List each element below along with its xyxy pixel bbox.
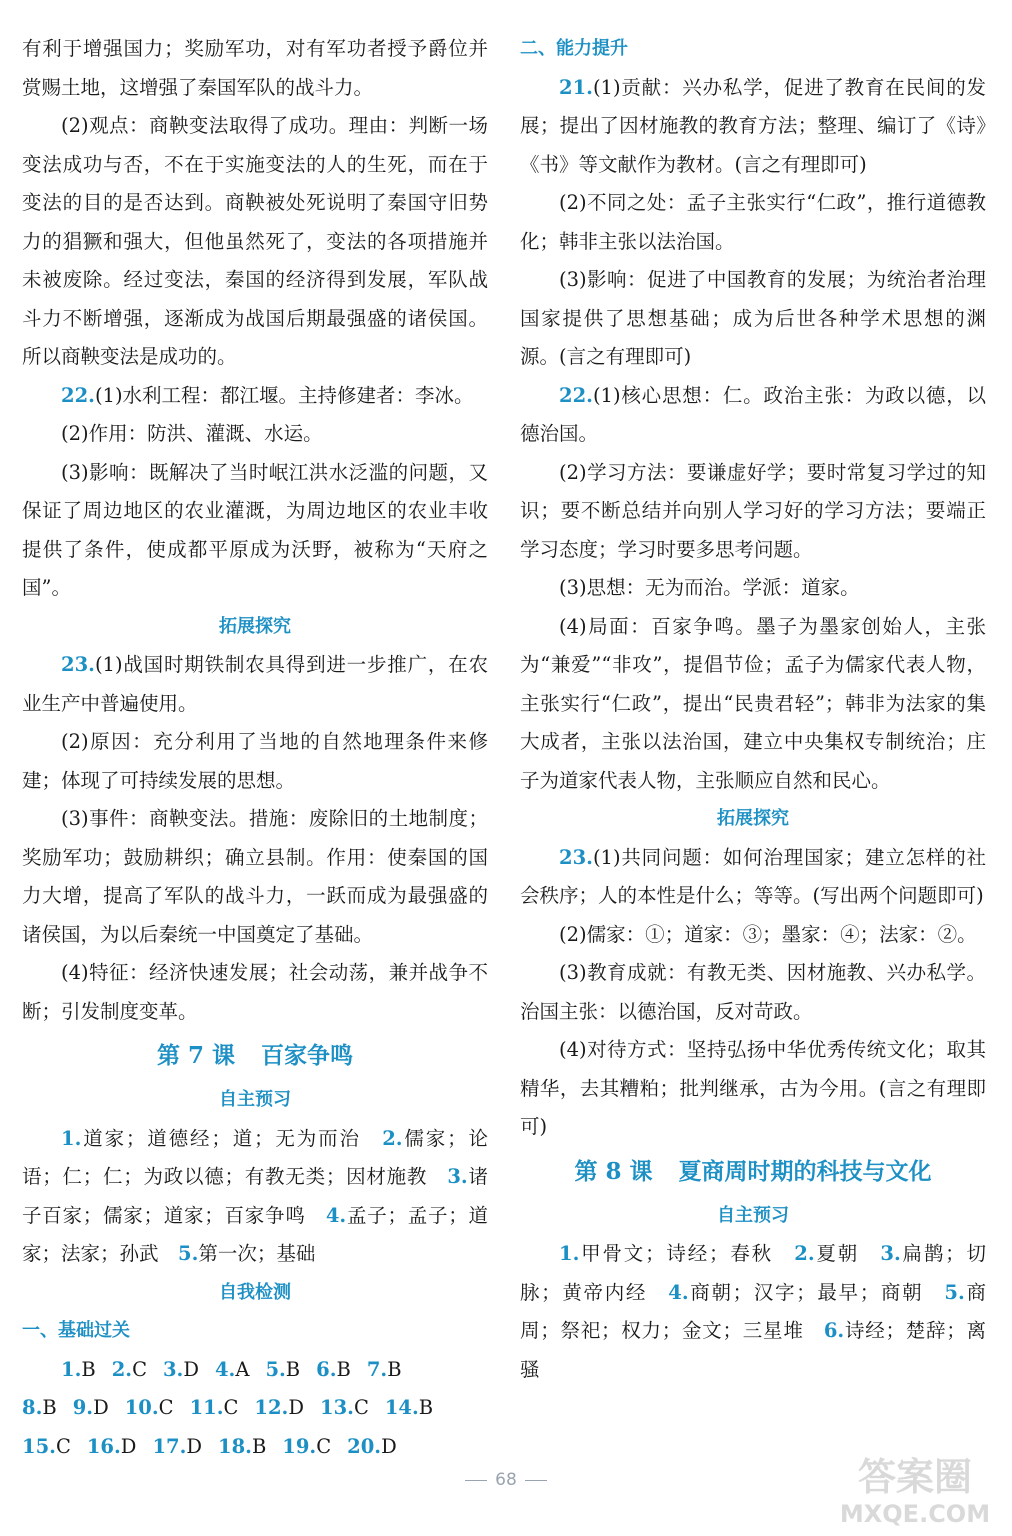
mc-item [152,1428,202,1467]
mc-answer: D [186,1434,203,1458]
mc-item [347,1428,397,1467]
answer-22-2: (2)学习方法：要谦虚好学；要时常复习学过的知识；要不断总结并向别人学习好的学习方法；要端正学习态度；学习时要多思考问题。 [520,460,986,561]
section-heading-jichu: 一、基础过关 [22,1320,130,1341]
mc-row [22,1389,488,1428]
item-number: 5. [944,1280,965,1304]
mc-number: 17. [152,1434,187,1458]
paragraph: (2)观点：商鞅变法取得了成功。理由：判断一场变法成功与否，不在于实施变法的人的生死，而在于变法的目的是否达到。商鞅被处死说明了秦国守旧势力的猖獗和强大，但他虽然死了，变法的各项措施并未被废除。经过变法，秦国的经济得到发展，军队战斗力不断增强，逐渐成为战国后期最强盛的诸侯国。所以商鞅变法是成功的。 [22,114,488,368]
mc-answer: D [288,1396,304,1419]
section-heading-tuozhan: 拓展探究 [219,615,291,637]
answer-text: (1)贡献：兴办私学，促进了教育在民间的发展；提出了因材施教的教育方法；整理、编订了《诗》《书》等文献作为教材。(言之有理即可) [520,75,986,176]
mc-answer: D [120,1434,137,1458]
answer-23-4: (4)特征：经济快速发展；社会动荡，兼并战争不断；引发制度变革。 [22,961,488,1023]
mc-number: 3. [162,1357,184,1381]
mc-number: 13. [320,1396,354,1419]
answer-text: (1)共同问题：如何治理国家；建立怎样的社会秩序；人的本性是什么；等等。(写出两个问题即可) [520,845,986,907]
left-column [22,30,488,1466]
mc-number: 15. [22,1434,56,1458]
answer-21-3: (3)影响：促进了中国教育的发展；为统治者治理国家提供了思想基础；成为后世各种学术思想的渊源。(言之有理即可) [520,268,986,368]
item-number: 3. [447,1165,468,1188]
answer-22-3: (3)影响：既解决了当时岷江洪水泛滥的问题，又保证了周边地区的农业灌溉，为周边地区的农业丰收提供了条件，使成都平原成为沃野，被称为“天府之国”。 [22,460,488,599]
item-text: 商周；祭祀；权力；金文；三星堆 [520,1280,986,1342]
mc-answer: B [81,1357,96,1381]
preview-answers [22,1120,488,1274]
mc-answer: B [285,1357,301,1381]
question-number: 22. [559,383,593,407]
item-number: 4. [668,1280,689,1304]
mc-answer: B [336,1357,351,1381]
mc-answer: B [42,1396,57,1419]
answer-22-1 [520,377,986,454]
mc-item [385,1389,433,1428]
mc-item [316,1351,351,1390]
item-text: 商朝；汉字；最早；商朝 [688,1280,945,1304]
mc-number: 8. [22,1396,43,1419]
mc-item [61,1351,96,1390]
lesson-name: 百家争鸣 [261,1042,354,1069]
mc-item [112,1351,147,1390]
lesson-number: 第 8 课 [574,1157,653,1185]
mc-answer: C [158,1396,174,1419]
item-number: 3. [880,1242,901,1265]
lesson-name: 夏商周时期的科技与文化 [678,1157,932,1185]
item-number: 6. [823,1319,845,1342]
mc-number: 16. [86,1434,121,1458]
mc-number: 5. [265,1357,286,1381]
mc-item [125,1389,174,1428]
mc-item [22,1428,71,1467]
item-text: 诗经；楚辞；离骚 [520,1319,986,1381]
item-text: 道家；道德经；道；无为而治 [81,1126,383,1150]
item-number: 1. [559,1242,580,1265]
answer-23-1 [520,839,986,916]
section-heading-nengli: 二、能力提升 [520,38,628,59]
mc-answer: B [251,1434,267,1458]
mc-item [73,1389,109,1428]
mc-row [22,1351,488,1390]
mc-number: 6. [316,1357,337,1381]
question-number: 23. [559,845,593,869]
mc-number: 10. [124,1396,159,1419]
item-number: 4. [325,1203,347,1227]
preview-answers [520,1235,986,1389]
section-heading-zizhu: 自主预习 [219,1089,291,1110]
mc-number: 4. [214,1357,236,1381]
lesson-8-title [520,1149,986,1195]
item-number: 2. [794,1242,815,1265]
answer-23-2: (2)儒家：①；道家：③；墨家：④；法家：②。 [559,922,977,946]
mc-item [215,1351,249,1390]
item-text: 儒家；论语；仁；仁；为政以德；有教无类；因材施教 [22,1126,488,1188]
mc-number: 1. [61,1357,82,1381]
mc-number: 11. [189,1396,224,1419]
answer-text: (1)战国时期铁制农具得到进一步推广，在农业生产中普遍使用。 [22,653,488,715]
mc-item [22,1389,57,1428]
right-column [520,30,986,1389]
paragraph: 有利于增强国力；奖励军功，对有军功者授予爵位并赏赐土地，这增强了秦国军队的战斗力。 [22,37,488,99]
mc-answer: C [132,1357,147,1381]
mc-answer: D [381,1434,397,1458]
question-number: 22. [61,383,95,407]
mc-answer: C [316,1434,332,1458]
question-number: 23. [61,653,95,676]
item-text: 第一次；基础 [198,1242,316,1265]
mc-item [265,1351,300,1390]
mc-row [22,1428,488,1467]
item-text: 夏朝 [814,1242,881,1265]
section-heading-tuozhan: 拓展探究 [717,808,789,829]
mc-answer: A [235,1357,250,1381]
mc-item [320,1389,369,1428]
item-text: 诸子百家；儒家；道家；百家争鸣 [22,1165,488,1227]
answer-21-1 [520,69,986,185]
answer-22-3: (3)思想：无为而治。学派：道家。 [559,576,860,599]
mc-answer: C [55,1434,71,1458]
section-heading-zizhu: 自主预习 [717,1204,789,1226]
answer-text: (1)水利工程：都江堰。主持修建者：李冰。 [94,383,474,407]
mc-number: 7. [366,1357,388,1381]
mc-item [254,1389,304,1428]
answer-23-4: (4)对待方式：坚持弘扬中华优秀传统文化；取其精华，去其糟粕；批判继承，古为今用。(言之有理即可) [520,1038,986,1138]
answer-23-2: (2)原因：充分利用了当地的自然地理条件来修建；体现了可持续发展的思想。 [22,730,488,792]
mc-item [218,1428,266,1467]
mc-number: 12. [254,1396,289,1419]
mc-number: 14. [384,1396,419,1419]
answer-22-2: (2)作用：防洪、灌溉、水运。 [61,422,323,445]
answer-22-4: (4)局面：百家争鸣。墨子为墨家创始人，主张为“兼爱”“非攻”，提倡节俭；孟子为儒家代表人物，主张实行“仁政”，提出“民贵君轻”；韩非为法家的集大成者，主张以法治国，建立中央集权专制统治；庄子为道家代表人物，主张顺应自然和民心。 [520,614,986,792]
question-number: 21. [559,75,593,99]
mc-answer: D [93,1396,109,1419]
item-number: 2. [382,1126,403,1150]
answer-23-1 [22,646,488,723]
multiple-choice-answers [22,1351,488,1467]
watermark-logo [826,1446,1004,1530]
mc-number: 19. [282,1434,317,1458]
answer-23-3: (3)教育成就：有教无类、因材施教、兴办私学。治国主张：以德治国，反对苛政。 [520,961,986,1023]
mc-answer: C [353,1396,369,1419]
item-text: 甲骨文；诗经；春秋 [579,1242,795,1265]
watermark-text-en: MXQE.COM [839,1500,991,1528]
mc-item [87,1428,137,1467]
mc-answer: C [223,1396,239,1419]
mc-answer: B [418,1396,434,1419]
answer-23-3: (3)事件：商鞅变法。措施：废除旧的土地制度；奖励军功；鼓励耕织；确立县制。作用：使秦国的国力大增，提高了军队的战斗力，一跃而成为最强盛的诸侯国，为以后秦统一中国奠定了基础。 [22,807,488,946]
item-number: 5. [178,1242,199,1265]
watermark-text-cn: 答案圈 [857,1455,973,1499]
section-heading-zijian: 自我检测 [219,1281,291,1303]
mc-number: 2. [111,1357,133,1381]
mc-item [282,1428,331,1467]
mc-item [367,1351,402,1390]
page-number: 68 [495,1470,517,1490]
answer-21-2: (2)不同之处：孟子主张实行“仁政”，推行道德教化；韩非主张以法治国。 [520,191,986,253]
mc-item [190,1389,239,1428]
mc-number: 20. [347,1434,382,1458]
mc-answer: B [387,1357,402,1381]
answer-text: (1)核心思想：仁。政治主张：为政以德，以德治国。 [520,383,986,445]
item-number: 1. [61,1126,82,1150]
lesson-7-title [22,1033,488,1079]
answer-22-1 [22,377,488,416]
lesson-number: 第 7 课 [156,1042,236,1069]
item-text: 扁鹊；切脉；黄帝内经 [520,1242,986,1304]
mc-number: 9. [72,1396,94,1419]
mc-item [163,1351,199,1390]
item-text: 孟子；孟子；道家；法家；孙武 [22,1203,488,1265]
mc-number: 18. [218,1434,252,1458]
mc-answer: D [183,1357,199,1381]
